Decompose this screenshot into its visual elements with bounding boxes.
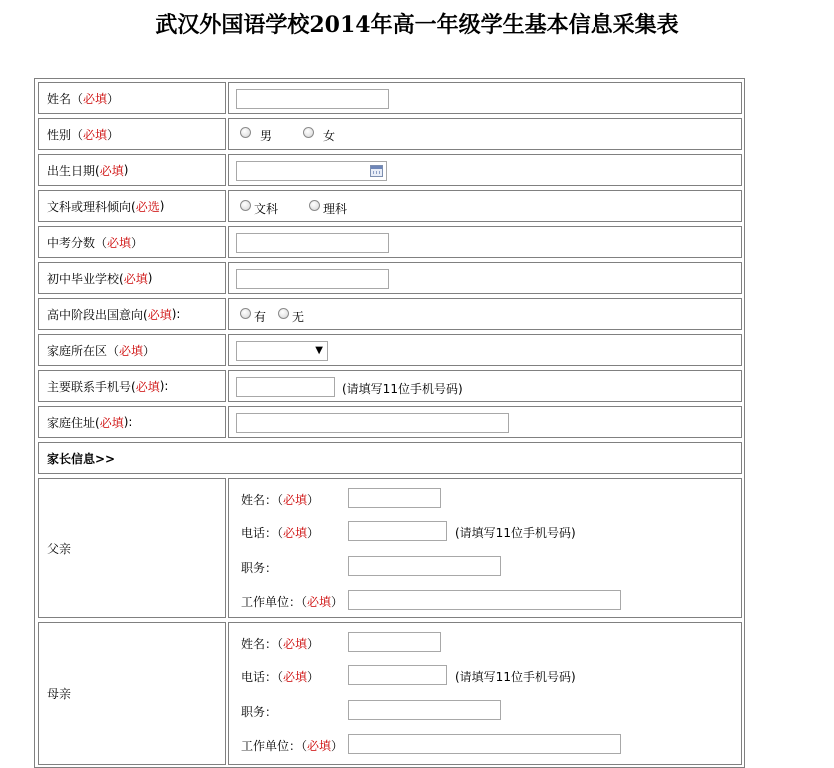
school-label-end: ) [147, 271, 153, 285]
required-mark: 必填 [107, 235, 132, 250]
mother-tel-label [241, 668, 319, 685]
abroad-yes-label: 有 [254, 310, 267, 324]
gender-label [38, 118, 226, 150]
mother-work-label-text: 工作单位：（ [241, 739, 308, 753]
district-label-end: ） [143, 343, 156, 358]
abroad-no-radio[interactable] [278, 308, 289, 319]
name-label-end: ） [107, 91, 120, 106]
name-cell [228, 82, 742, 114]
phone-cell [228, 370, 742, 402]
address-label-text: 家庭住址( [47, 415, 100, 430]
address-label-end: ): [123, 415, 133, 429]
mother-label: 母亲 [38, 622, 226, 765]
score-input[interactable] [236, 233, 389, 253]
gender-female-label: 女 [323, 129, 336, 143]
calendar-icon[interactable] [370, 165, 383, 177]
birth-date-input[interactable] [236, 161, 387, 181]
father-tel-label-text: 电话：（ [241, 526, 284, 540]
phone-input[interactable] [236, 377, 335, 397]
mother-name-label [241, 635, 319, 652]
birth-cell [228, 154, 742, 186]
score-label [38, 226, 226, 258]
mother-tel-hint: (请填写11位手机号码) [455, 670, 576, 684]
track-cell [228, 190, 742, 222]
mother-cell [228, 622, 742, 765]
required-mark: 必填 [83, 127, 108, 142]
address-cell [228, 406, 742, 438]
father-tel-hint: (请填写11位手机号码) [455, 526, 576, 540]
name-input[interactable] [236, 89, 389, 109]
father-work-label-end: ） [331, 595, 344, 609]
father-job-input[interactable] [348, 556, 501, 576]
phone-label [38, 370, 226, 402]
school-input[interactable] [236, 269, 389, 289]
abroad-cell [228, 298, 742, 330]
mother-work-input[interactable] [348, 734, 621, 754]
required-mark: 必填 [83, 91, 108, 106]
abroad-label-end: ): [171, 307, 181, 321]
chevron-down-icon: ▼ [315, 345, 323, 356]
school-label [38, 262, 226, 294]
score-label-end: ） [131, 235, 144, 250]
track-science-label: 理科 [323, 202, 348, 216]
gender-label-end: ） [107, 127, 120, 142]
page-title: 武汉外国语学校2014年高一年级学生基本信息采集表 [155, 12, 679, 38]
abroad-label [38, 298, 226, 330]
address-input[interactable] [236, 413, 509, 433]
mother-work-label-end: ） [331, 739, 344, 753]
district-select[interactable] [236, 341, 328, 361]
name-label-text: 姓名（ [47, 91, 84, 106]
score-cell [228, 226, 742, 258]
father-work-label [241, 593, 343, 610]
abroad-yes-radio[interactable] [240, 308, 251, 319]
mother-tel-label-text: 电话：（ [241, 670, 284, 684]
phone-label-end: ): [159, 379, 169, 393]
name-label [38, 82, 226, 114]
father-name-label-text: 姓名：（ [241, 493, 284, 507]
address-label [38, 406, 226, 438]
phone-label-text: 主要联系手机号( [47, 379, 136, 394]
score-label-text: 中考分数（ [47, 235, 108, 250]
parents-heading: 家长信息>> [38, 442, 742, 474]
required-mark: 必填 [99, 415, 124, 430]
mother-job-label: 职务： [241, 705, 278, 719]
mother-name-label-end: ） [307, 637, 320, 651]
required-mark: 必填 [123, 271, 148, 286]
required-mark: 必填 [307, 739, 332, 753]
gender-label-text: 性别（ [47, 127, 84, 142]
birth-label-end: ) [123, 163, 129, 177]
school-cell [228, 262, 742, 294]
father-label: 父亲 [38, 478, 226, 618]
mother-name-input[interactable] [348, 632, 441, 652]
father-tel-label-end: ） [307, 526, 320, 540]
abroad-no-label: 无 [292, 310, 305, 324]
required-mark: 必选 [135, 199, 160, 214]
father-name-label-end: ） [307, 493, 320, 507]
district-cell [228, 334, 742, 366]
gender-male-radio[interactable] [240, 127, 251, 138]
district-label-text: 家庭所在区（ [47, 343, 120, 358]
birth-label-text: 出生日期( [47, 163, 100, 178]
mother-tel-input[interactable] [348, 665, 447, 685]
mother-job-input[interactable] [348, 700, 501, 720]
required-mark: 必填 [283, 670, 308, 684]
mother-name-label-text: 姓名：（ [241, 637, 284, 651]
father-tel-input[interactable] [348, 521, 447, 541]
required-mark: 必填 [283, 526, 308, 540]
phone-hint: (请填写11位手机号码) [342, 382, 463, 396]
gender-female-radio[interactable] [303, 127, 314, 138]
father-name-input[interactable] [348, 488, 441, 508]
info-form [34, 78, 745, 768]
school-label-text: 初中毕业学校( [47, 271, 124, 286]
required-mark: 必填 [283, 637, 308, 651]
father-name-label [241, 491, 319, 508]
father-cell [228, 478, 742, 618]
required-mark: 必填 [119, 343, 144, 358]
track-arts-radio[interactable] [240, 200, 251, 211]
track-arts-label: 文科 [254, 202, 279, 216]
track-science-radio[interactable] [309, 200, 320, 211]
district-label [38, 334, 226, 366]
abroad-label-text: 高中阶段出国意向( [47, 307, 148, 322]
required-mark: 必填 [283, 493, 308, 507]
required-mark: 必填 [135, 379, 160, 394]
gender-male-label: 男 [260, 129, 273, 143]
required-mark: 必填 [147, 307, 172, 322]
father-work-label-text: 工作单位：（ [241, 595, 308, 609]
track-label [38, 190, 226, 222]
gender-cell [228, 118, 742, 150]
father-job-label: 职务： [241, 561, 278, 575]
father-tel-label [241, 524, 319, 541]
track-label-end: ) [159, 199, 165, 213]
mother-tel-label-end: ） [307, 670, 320, 684]
required-mark: 必填 [307, 595, 332, 609]
birth-label [38, 154, 226, 186]
track-label-text: 文科或理科倾向( [47, 199, 136, 214]
required-mark: 必填 [99, 163, 124, 178]
mother-work-label [241, 737, 343, 754]
father-work-input[interactable] [348, 590, 621, 610]
